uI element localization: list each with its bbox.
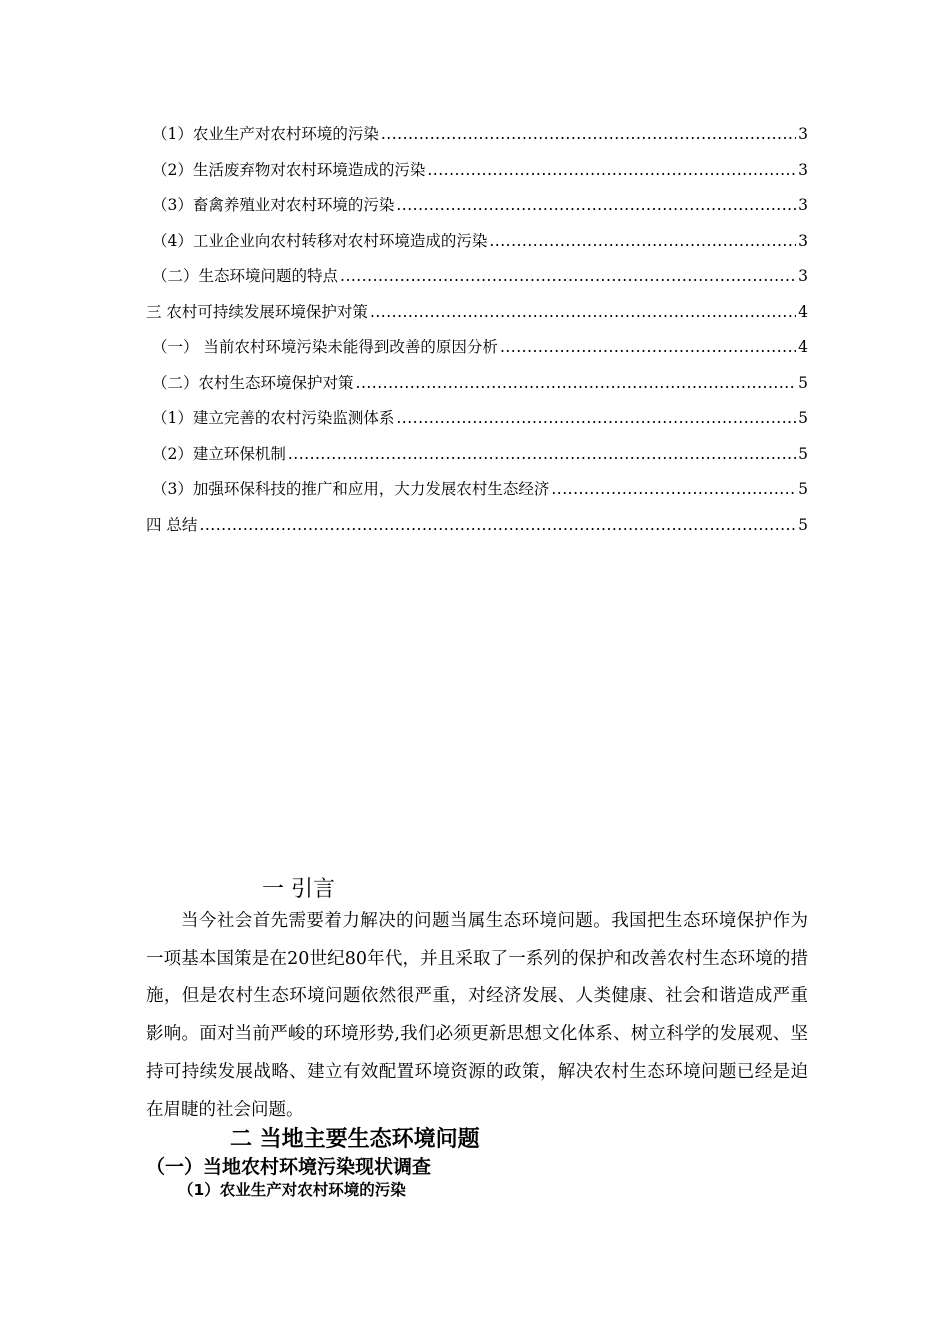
toc-leader-dots [288, 445, 796, 463]
toc-leader-dots [500, 338, 796, 356]
toc-entry-title: （3）加强环保科技的推广和应用，大力发展农村生态经济 [152, 480, 550, 498]
toc-entry-title: 三 农村可持续发展环境保护对策 [146, 302, 368, 321]
toc-entry-page: 3 [798, 196, 808, 214]
toc-entry[interactable] [146, 442, 808, 478]
toc-entry[interactable] [146, 122, 808, 158]
toc-entry-page: 5 [798, 444, 808, 463]
subsubsection-heading-agriculture: （1）农业生产对农村环境的污染 [178, 1181, 406, 1199]
toc-entry[interactable] [146, 158, 808, 194]
toc-entry-page: 3 [798, 231, 808, 250]
toc-entry-title: （1）农业生产对农村环境的污染 [152, 125, 379, 143]
toc-entry-title: （一） 当前农村环境污染未能得到改善的原因分析 [152, 338, 498, 356]
toc-leader-dots [381, 125, 796, 143]
toc-entry-title: （3）畜禽养殖业对农村环境的污染 [152, 196, 395, 214]
toc-entry[interactable] [146, 229, 808, 265]
introduction-paragraph: 当今社会首先需要着力解决的问题当属生态环境问题。我国把生态环境保护作为一项基本国策是在20世纪80年代，并且采取了一系列的保护和改善农村生态环境的措施，但是农村生态环境问题依然很严重，对经济发展、人类健康、社会和谐造成严重影响。面对当前严峻的环境形势,我们必须更新思想文化体系、树立科学的发展观、坚持可持续发展战略、建立有效配置环境资源的政策，解决农村生态环境问题已经是迫在眉睫的社会问题。 [146, 911, 808, 1120]
toc-entry-page: 5 [798, 480, 808, 498]
toc-entry-page: 3 [798, 267, 808, 285]
toc-entry[interactable] [146, 300, 808, 336]
toc-leader-dots [551, 480, 796, 498]
toc-leader-dots [427, 161, 796, 179]
toc-entry[interactable] [146, 264, 808, 300]
section-heading-local-problems: 二 当地主要生态环境问题 [230, 1127, 480, 1152]
toc-entry-title: 四 总结 [146, 515, 198, 534]
toc-entry-page: 5 [798, 373, 808, 392]
subsection-heading-survey: （一）当地农村环境污染现状调查 [146, 1156, 432, 1178]
toc-entry-title: （二）生态环境问题的特点 [152, 267, 339, 285]
toc-entry-title: （2）生活废弃物对农村环境造成的污染 [152, 160, 426, 179]
toc-entry-page: 4 [798, 302, 808, 321]
toc-leader-dots [396, 409, 796, 427]
toc-leader-dots [199, 516, 796, 534]
toc-leader-dots [340, 267, 796, 285]
toc-entry-page: 5 [798, 409, 808, 427]
toc-entry[interactable] [146, 513, 808, 549]
toc-leader-dots [489, 232, 796, 250]
toc-entry-title: （4）工业企业向农村转移对农村环境造成的污染 [152, 231, 488, 250]
toc-leader-dots [396, 196, 796, 214]
table-of-contents [146, 122, 808, 548]
toc-entry[interactable] [146, 335, 808, 371]
toc-entry[interactable] [146, 477, 808, 513]
toc-entry-title: （二）农村生态环境保护对策 [152, 373, 354, 392]
toc-entry[interactable] [146, 193, 808, 229]
toc-entry-title: （1）建立完善的农村污染监测体系 [152, 409, 395, 427]
toc-leader-dots [370, 303, 796, 321]
toc-entry-page: 3 [798, 160, 808, 179]
toc-entry[interactable] [146, 406, 808, 442]
toc-leader-dots [356, 374, 797, 392]
toc-entry-page: 4 [798, 338, 808, 356]
toc-entry-page: 5 [798, 515, 808, 534]
section-heading-introduction: 一 引言 [262, 877, 335, 902]
toc-entry-page: 3 [798, 125, 808, 143]
toc-entry[interactable] [146, 371, 808, 407]
toc-entry-title: （2）建立环保机制 [152, 444, 286, 463]
